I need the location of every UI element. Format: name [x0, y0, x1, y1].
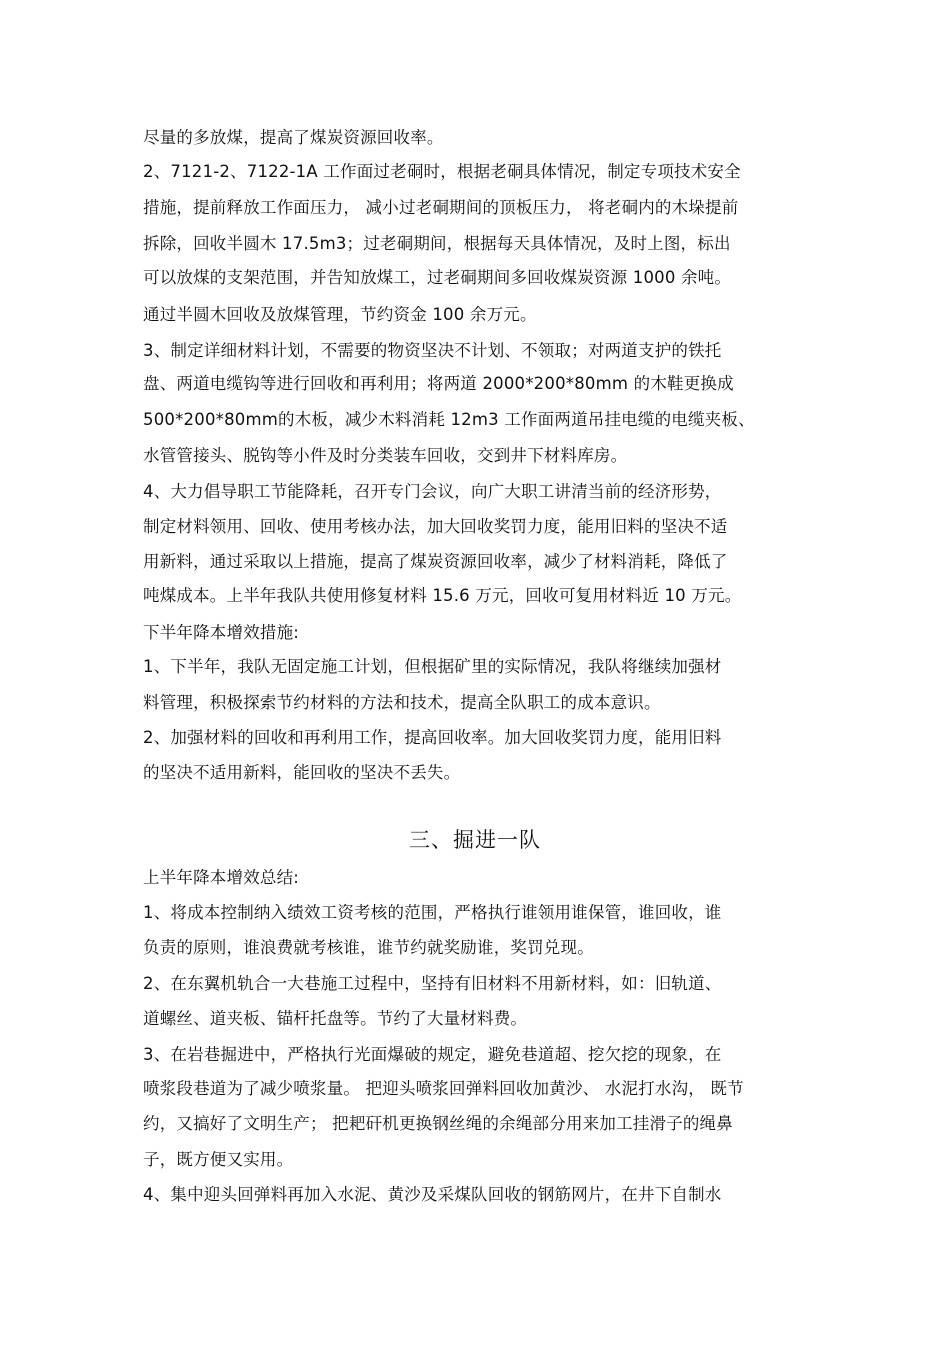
- text-line: 4、大力倡导职工节能降耗，召开专门会议，向广大职工讲清当前的经济形势，: [143, 482, 722, 501]
- text-line: 4、集中迎头回弹料再加入水泥、黄沙及采煤队回收的钢筋网片，在井下自制水: [143, 1185, 722, 1204]
- text-line: 3、在岩巷掘进中，严格执行光面爆破的规定，避免巷道超、挖欠挖的现象，在: [143, 1045, 722, 1064]
- text-line: 约，又搞好了文明生产； 把耙矸机更换钢丝绳的余绳部分用来加工挂滑子的绳鼻: [143, 1114, 733, 1133]
- text-line: 的坚决不适用新料，能回收的坚决不丢失。: [143, 763, 461, 782]
- text-line: 拆除，回收半圆木 17.5m3；过老硐期间，根据每天具体情况，及时上图，标出: [143, 234, 731, 253]
- section-heading: 三、掘进一队: [409, 828, 541, 852]
- text-line: 子，既方便又实用。: [143, 1150, 294, 1169]
- text-line: 2、加强材料的回收和再利用工作，提高回收率。加大回收奖罚力度，能用旧料: [143, 728, 722, 747]
- text-line: 2、7121-2、7122-1A 工作面过老硐时，根据老硐具体情况，制定专项技术安全: [143, 162, 741, 181]
- text-line: 1、将成本控制纳入绩效工资考核的范围，严格执行谁领用谁保管，谁回收，谁: [143, 903, 722, 922]
- text-line: 盘、两道电缆钩等进行回收和再利用；将两道 2000*200*80mm 的木鞋更换成: [143, 374, 734, 393]
- text-line: 用新料，通过采取以上措施，提高了煤炭资源回收率，减少了材料消耗，降低了: [143, 552, 728, 571]
- subsection-title: 下半年降本增效措施:: [143, 623, 300, 642]
- text-line: 可以放煤的支架范围，并告知放煤工，过老硐期间多回收煤炭资源 1000 余吨。: [143, 268, 732, 287]
- text-line: 500*200*80mm的木板，减少木料消耗 12m3 工作面两道吊挂电缆的电缆夹板、: [143, 410, 755, 429]
- text-line: 喷浆段巷道为了减少喷浆量。 把迎头喷浆回弹料回收加黄沙、 水泥打水沟， 既节: [143, 1079, 744, 1098]
- text-line: 3、制定详细材料计划，不需要的物资坚决不计划、不领取；对两道支护的铁托: [143, 341, 722, 360]
- text-line: 负责的原则，谁浪费就考核谁，谁节约就奖励谁，奖罚兑现。: [143, 938, 594, 957]
- text-line: 制定材料领用、回收、使用考核办法，加大回收奖罚力度，能用旧料的坚决不适: [143, 517, 728, 536]
- text-line: 尽量的多放煤，提高了煤炭资源回收率。: [143, 128, 444, 147]
- text-line: 措施，提前释放工作面压力， 减小过老硐期间的顶板压力， 将老硐内的木垛提前: [143, 198, 739, 217]
- text-line: 道螺丝、道夹板、锚杆托盘等。节约了大量材料费。: [143, 1009, 528, 1028]
- text-line: 水管管接头、脱钩等小件及时分类装车回收，交到井下材料库房。: [143, 446, 628, 465]
- subsection-title: 上半年降本增效总结:: [143, 868, 300, 887]
- text-line: 1、下半年，我队无固定施工计划，但根据矿里的实际情况，我队将继续加强材: [143, 657, 722, 676]
- text-line: 吨煤成本。上半年我队共使用修复材料 15.6 万元，回收可复用材料近 10 万元。: [143, 586, 742, 605]
- text-line: 料管理，积极探索节约材料的方法和技术，提高全队职工的成本意识。: [143, 693, 661, 712]
- text-line: 通过半圆木回收及放煤管理，节约资金 100 余万元。: [143, 305, 537, 324]
- text-line: 2、在东翼机轨合一大巷施工过程中，坚持有旧材料不用新材料，如：旧轨道、: [143, 974, 722, 993]
